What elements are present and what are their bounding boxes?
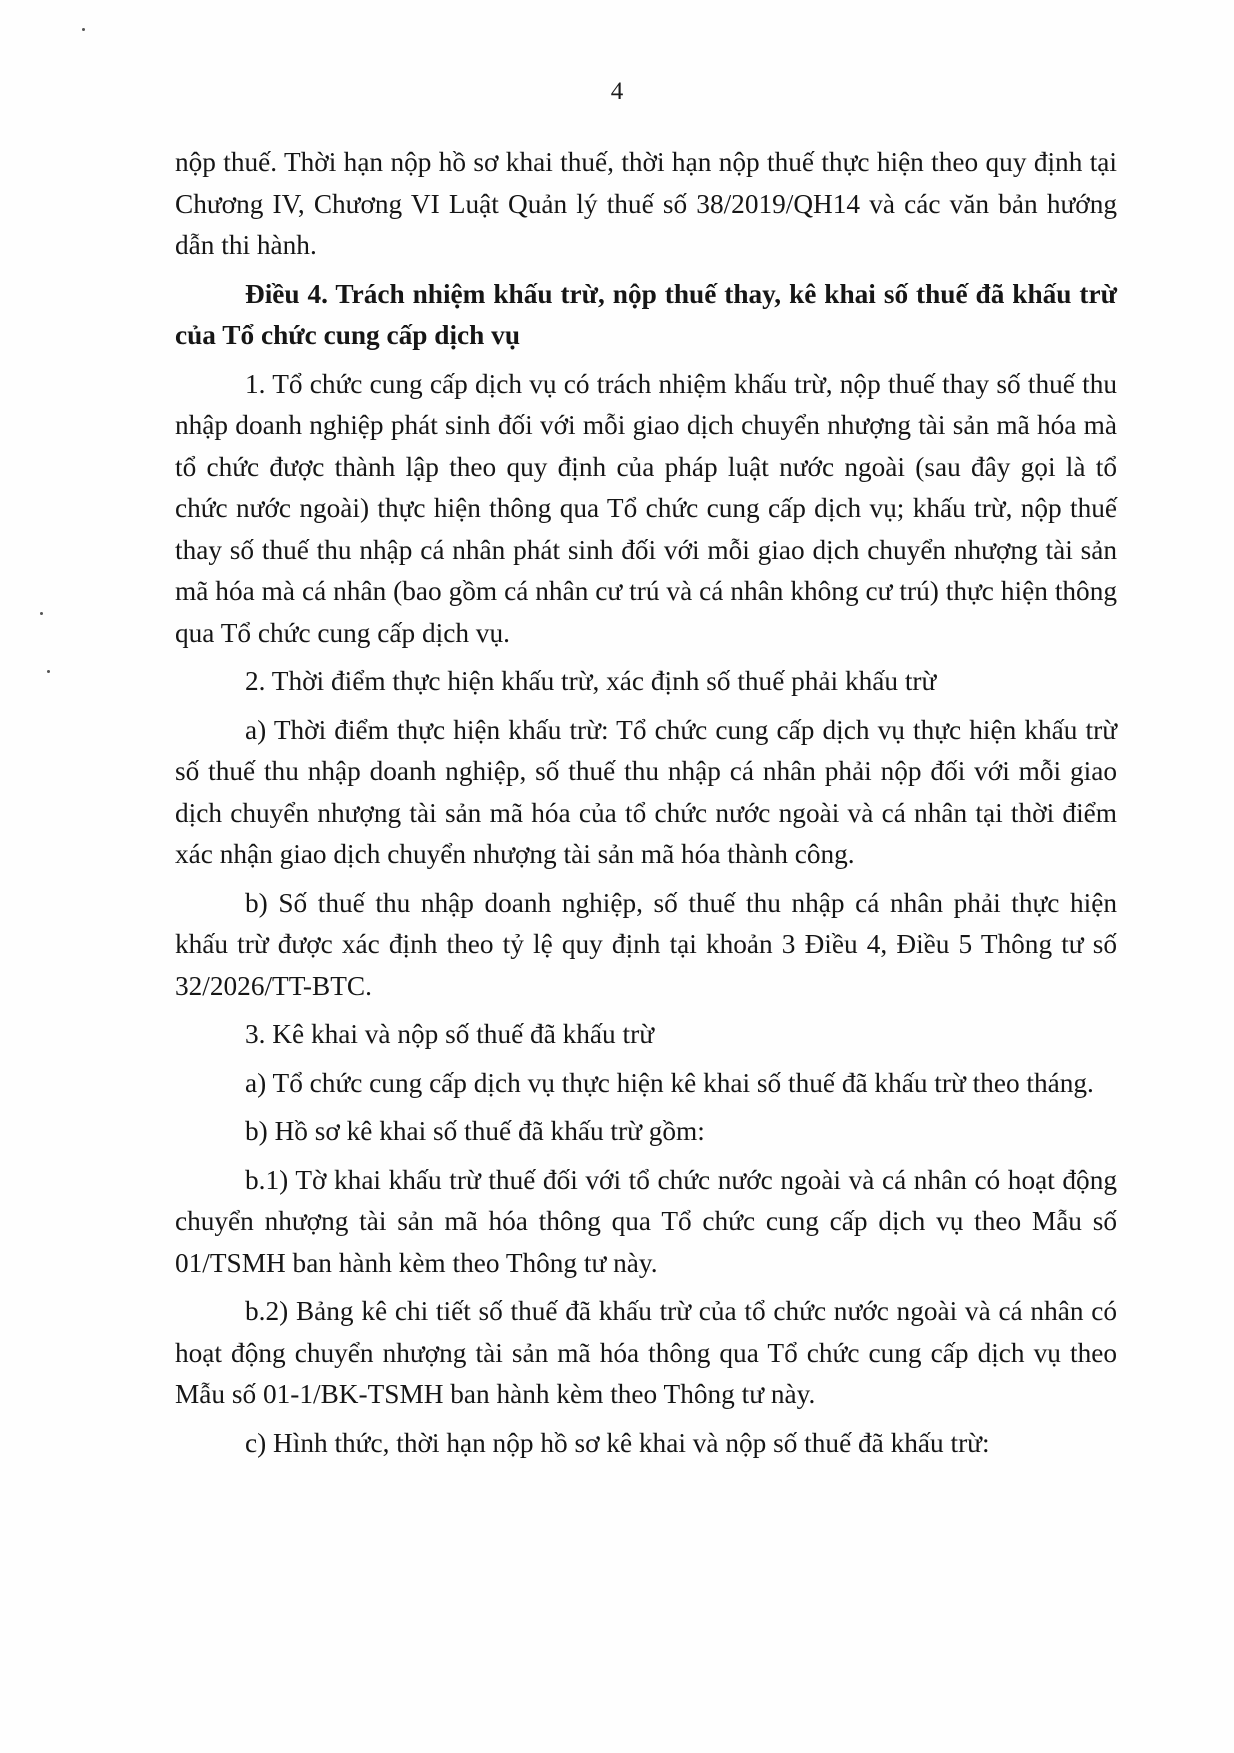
clause-1: 1. Tổ chức cung cấp dịch vụ có trách nhiệm khấu trừ, nộp thuế thay số thuế thu nhập doanh nghiệp phát sinh đối với mỗi giao dịch chuyển nhượng tài sản mã hóa mà tổ chức được thành lập theo quy định của pháp luật nước ngoài (sau đây gọi là tổ chức nước ngoài) thực hiện thông qua Tổ chức cung cấp dịch vụ; khấu trừ, nộp thuế thay số thuế thu nhập cá nhân phát sinh đối với mỗi giao dịch chuyển nhượng tài sản mã hóa mà cá nhân (bao gồm cá nhân cư trú và cá nhân không cư trú) thực hiện thông qua Tổ chức cung cấp dịch vụ. — [175, 368, 1117, 648]
clause-3-title: 3. Kê khai và nộp số thuế đã khấu trừ — [245, 1019, 654, 1049]
clause-3b2: b.2) Bảng kê chi tiết số thuế đã khấu trừ của tổ chức nước ngoài và cá nhân có hoạt động chuyển nhượng tài sản mã hóa thông qua Tổ chức cung cấp dịch vụ theo Mẫu số 01-1/BK-TSMH ban hành kèm theo Thông tư này. — [175, 1296, 1117, 1409]
clause-3a: a) Tổ chức cung cấp dịch vụ thực hiện kê khai số thuế đã khấu trừ theo tháng. — [245, 1067, 1094, 1098]
clause-3c: c) Hình thức, thời hạn nộp hồ sơ kê khai và nộp số thuế đã khấu trừ: — [245, 1427, 990, 1458]
scan-speck — [82, 28, 85, 31]
clause-2a: a) Thời điểm thực hiện khấu trừ: Tổ chức cung cấp dịch vụ thực hiện khấu trừ số thuế thu nhập doanh nghiệp, số thuế thu nhập cá nhân phải nộp đối với mỗi giao dịch chuyển nhượng tài sản mã hóa của tổ chức nước ngoài và cá nhân tại thời điểm xác nhận giao dịch chuyển nhượng tài sản mã hóa thành công. — [175, 714, 1117, 869]
scan-speck — [47, 670, 50, 673]
clause-3b1: b.1) Tờ khai khấu trừ thuế đối với tổ chức nước ngoài và cá nhân có hoạt động chuyển nhượng tài sản mã hóa thông qua Tổ chức cung cấp dịch vụ theo Mẫu số 01/TSMH ban hành kèm theo Thông tư này. — [175, 1164, 1117, 1278]
scan-speck — [40, 612, 43, 615]
page-number: 4 — [610, 78, 624, 105]
paragraph-continuation: nộp thuế. Thời hạn nộp hồ sơ khai thuế, thời hạn nộp thuế thực hiện theo quy định tại Chương IV, Chương VI Luật Quản lý thuế số 38/2019/QH14 và các văn bản hướng dẫn thi hành. — [175, 147, 1117, 260]
clause-3b: b) Hồ sơ kê khai số thuế đã khấu trừ gồm: — [245, 1116, 705, 1146]
clause-2-title: 2. Thời điểm thực hiện khấu trừ, xác định số thuế phải khấu trừ — [245, 666, 937, 696]
clause-2b: b) Số thuế thu nhập doanh nghiệp, số thuế thu nhập cá nhân phải thực hiện khấu trừ được xác định theo tỷ lệ quy định tại khoản 3 Điều 4, Điều 5 Thông tư số 32/2026/TT-BTC. — [175, 887, 1117, 1001]
document-body — [175, 142, 1117, 1471]
article-heading: Điều 4. Trách nhiệm khấu trừ, nộp thuế thay, kê khai số thuế đã khấu trừ của Tổ chức cung cấp dịch vụ — [175, 278, 1117, 350]
